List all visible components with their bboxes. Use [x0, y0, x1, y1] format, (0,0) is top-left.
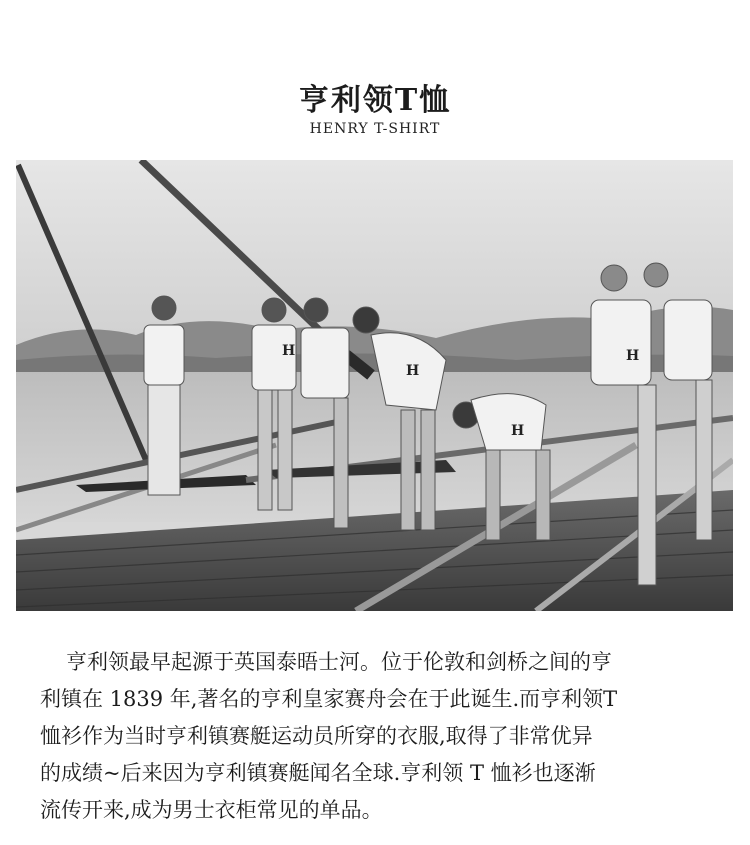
article-body — [40, 644, 720, 829]
article-line: 利镇在 1839 年,著名的亨利皇家赛舟会在于此诞生.而亨利领T — [40, 687, 618, 711]
svg-text:H: H — [282, 343, 296, 359]
article-line: 亨利领最早起源于英国泰晤士河。位于伦敦和剑桥之间的亨 — [66, 650, 612, 674]
svg-text:H: H — [626, 348, 640, 364]
article-line: 流传开来,成为男士衣柜常见的单品。 — [40, 798, 383, 822]
rowing-team-photo — [16, 160, 733, 611]
article-line: 恤衫作为当时亨利镇赛艇运动员所穿的衣服,取得了非常优异 — [40, 724, 593, 748]
svg-text:H: H — [406, 363, 420, 379]
page-subtitle: HENRY T-SHIRT — [309, 121, 441, 137]
svg-text:H: H — [511, 423, 525, 439]
article-line: 的成绩~后来因为亨利镇赛艇闻名全球.亨利领 T 恤衫也逐渐 — [40, 761, 596, 785]
page-title: 亨利领T恤 — [298, 83, 452, 118]
